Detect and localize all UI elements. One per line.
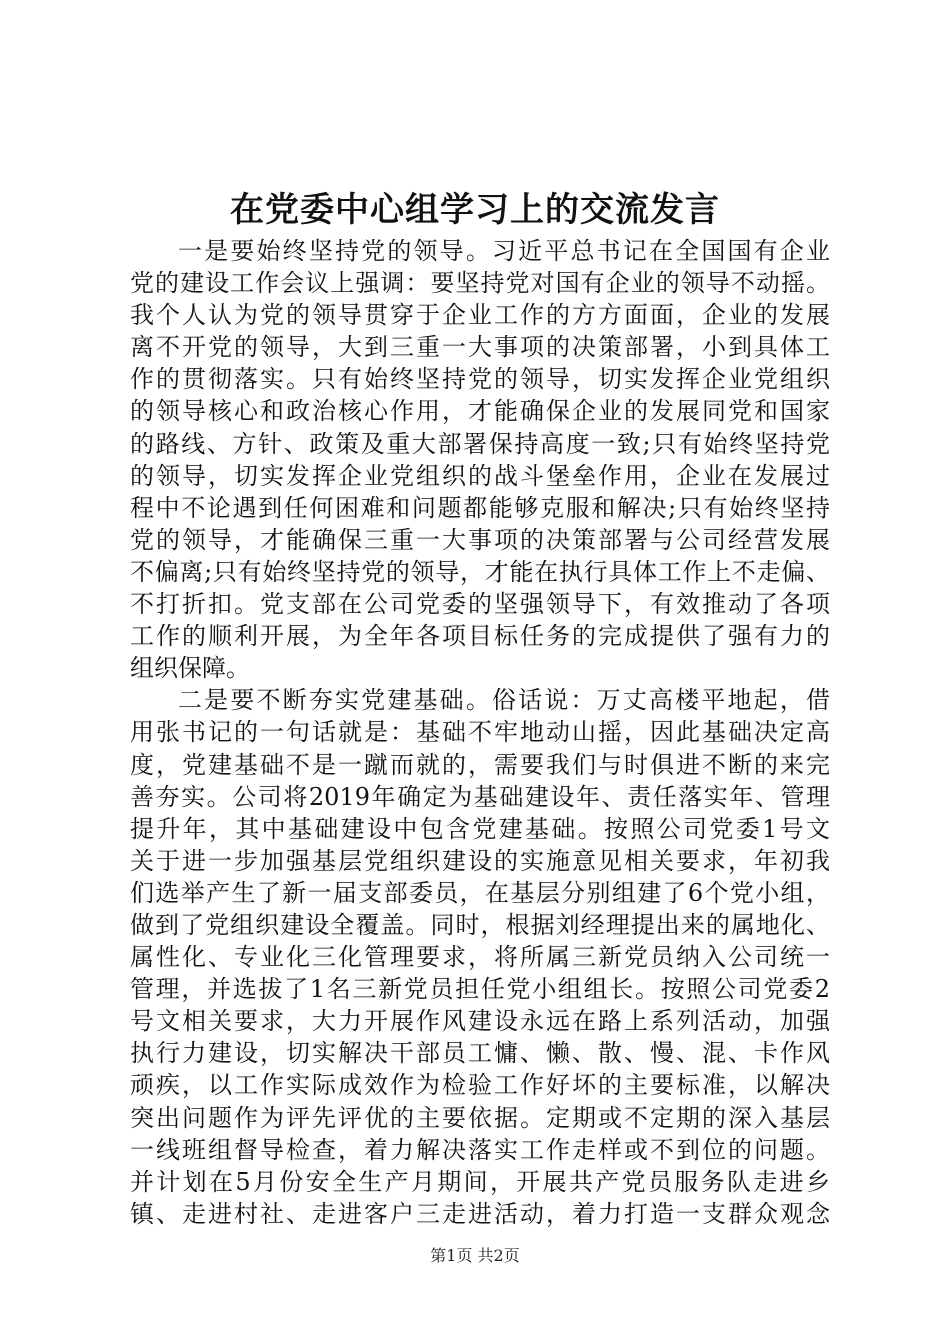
paragraph-line: 组织保障。 <box>130 654 250 683</box>
paragraph-line: 我个人认为党的领导贯穿于企业工作的方方面面，企业的发展 <box>130 301 830 330</box>
paragraph-line: 管理，并选拔了1名三新党员担任党小组组长。按照公司党委2 <box>130 975 830 1004</box>
paragraph-line: 的领导，切实发挥企业党组织的战斗堡垒作用，企业在发展过 <box>130 461 830 490</box>
paragraph-line: 一是要始终坚持党的领导。习近平总书记在全国国有企业 <box>178 237 830 265</box>
paragraph-line: 不打折扣。党支部在公司党委的坚强领导下，有效推动了各项 <box>130 590 830 619</box>
paragraph-line: 不偏离;只有始终坚持党的领导，才能在执行具体工作上不走偏、 <box>130 557 830 586</box>
paragraph-line: 执行力建设，切实解决干部员工慵、懒、散、慢、混、卡作风 <box>130 1039 830 1068</box>
paragraph-line: 一线班组督导检查，着力解决落实工作走样或不到位的问题。 <box>130 1135 830 1164</box>
paragraph-line: 做到了党组织建设全覆盖。同时，根据刘经理提出来的属地化、 <box>130 910 830 939</box>
paragraph-line: 属性化、专业化三化管理要求，将所属三新党员纳入公司统一 <box>130 943 830 972</box>
paragraph-line: 们选举产生了新一届支部委员，在基层分别组建了6个党小组， <box>130 878 830 907</box>
paragraph-line: 作的贯彻落实。只有始终坚持党的领导，切实发挥企业党组织 <box>130 365 830 394</box>
paragraph-line: 党的建设工作会议上强调：要坚持党对国有企业的领导不动摇。 <box>130 269 830 298</box>
paragraph-line: 度，党建基础不是一蹴而就的，需要我们与时俱进不断的来完 <box>130 750 830 779</box>
paragraph-line: 镇、走进村社、走进客户三走进活动，着力打造一支群众观念 <box>130 1199 830 1228</box>
paragraph-line: 号文相关要求，大力开展作风建设永远在路上系列活动，加强 <box>130 1007 830 1036</box>
paragraph-1 <box>130 235 830 684</box>
paragraph-line: 并计划在5月份安全生产月期间，开展共产党员服务队走进乡 <box>130 1167 830 1196</box>
paragraph-line: 离不开党的领导，大到三重一大事项的决策部署，小到具体工 <box>130 333 830 362</box>
paragraph-line: 程中不论遇到任何困难和问题都能够克服和解决;只有始终坚持 <box>130 493 830 522</box>
paragraph-line: 党的领导，才能确保三重一大事项的决策部署与公司经营发展 <box>130 525 830 554</box>
paragraph-line: 的路线、方针、政策及重大部署保持高度一致;只有始终坚持党 <box>130 429 830 458</box>
paragraph-line: 关于进一步加强基层党组织建设的实施意见相关要求，年初我 <box>130 846 830 875</box>
paragraph-line: 提升年，其中基础建设中包含党建基础。按照公司党委1号文 <box>130 814 830 843</box>
document-body <box>130 235 830 1230</box>
paragraph-line: 的领导核心和政治核心作用，才能确保企业的发展同党和国家 <box>130 397 830 426</box>
paragraph-line: 善夯实。公司将2019年确定为基础建设年、责任落实年、管理 <box>130 782 830 811</box>
paragraph-line: 二是要不断夯实党建基础。俗话说：万丈高楼平地起，借 <box>178 686 830 715</box>
paragraph-2 <box>130 684 830 1230</box>
document-title: 在党委中心组学习上的交流发言 <box>230 190 720 230</box>
paragraph-line: 工作的顺利开展，为全年各项目标任务的完成提供了强有力的 <box>130 622 830 651</box>
paragraph-line: 顽疾，以工作实际成效作为检验工作好坏的主要标准，以解决 <box>130 1071 830 1100</box>
paragraph-line: 用张书记的一句话就是：基础不牢地动山摇，因此基础决定高 <box>130 718 830 747</box>
paragraph-line: 突出问题作为评先评优的主要依据。定期或不定期的深入基层 <box>130 1103 830 1132</box>
page-number-footer: 第1页 共2页 <box>430 1246 520 1265</box>
